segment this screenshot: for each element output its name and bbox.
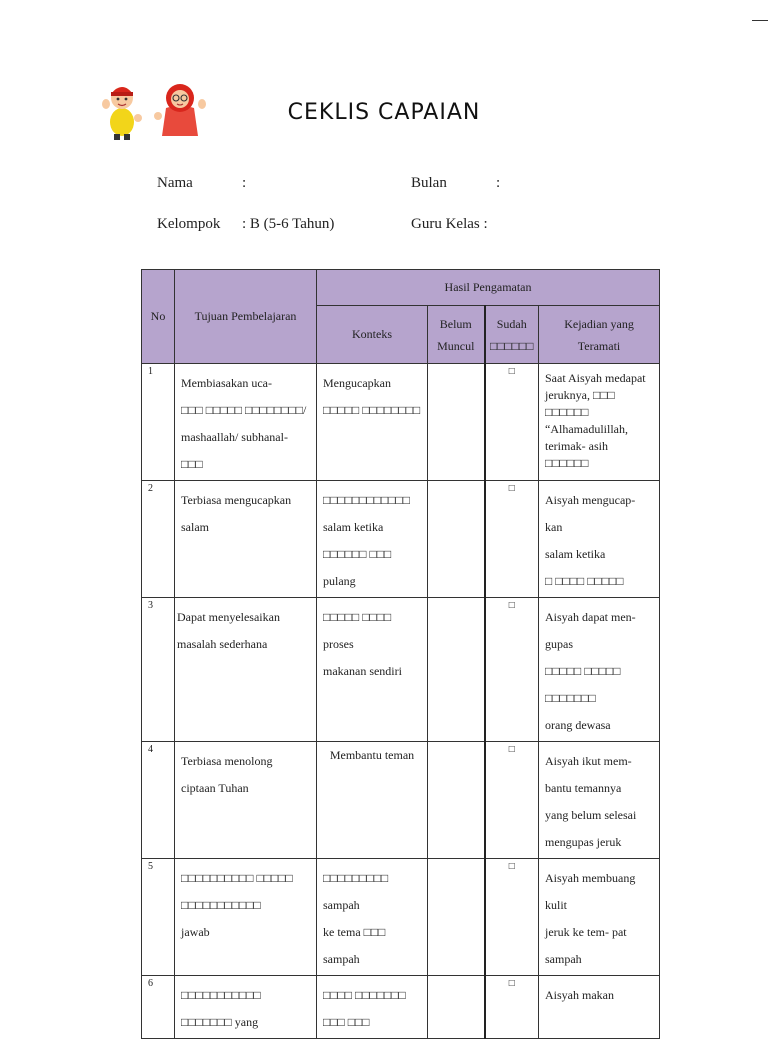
tujuan-cell: Membiasakan uca- □□□ □□□□□ □□□□□□□□/ mashaallah/ subhanal- □□□ (181, 376, 307, 471)
tujuan-cell: Dapat menyelesaikan masalah sederhana (177, 610, 280, 651)
kejadian-cell: Aisyah mengucap- kan salam ketika □ □□□□ □□□□□ (545, 493, 636, 588)
belum-muncul-cell[interactable] (428, 859, 485, 976)
row-number: 2 (148, 483, 153, 494)
row-number: 4 (148, 744, 153, 755)
belum-muncul-cell[interactable] (428, 481, 485, 598)
nama-colon: : (242, 175, 247, 191)
konteks-cell: □□□□□□□□□□□□ salam ketika □□□□□□ □□□ pulang (323, 493, 410, 588)
belum-muncul-cell[interactable] (428, 364, 485, 481)
row-number: 1 (148, 366, 153, 377)
kejadian-cell: Aisyah membuang kulit jeruk ke tem- pat sampah (545, 871, 636, 966)
header-no: No (142, 270, 175, 364)
checkbox-icon[interactable]: □ (508, 366, 515, 377)
tujuan-cell: □□□□□□□□□□ □□□□□ □□□□□□□□□□□ jawab (181, 871, 293, 939)
belum-muncul-cell[interactable] (428, 598, 485, 742)
kelompok-label: Kelompok (157, 216, 221, 232)
kejadian-cell: Aisyah dapat men- gupas □□□□□ □□□□□ □□□□□□□ orang dewasa (545, 610, 636, 732)
kejadian-cell: Aisyah ikut mem- bantu temannya yang belum selesai mengupas jeruk (545, 754, 637, 849)
header-konteks: Konteks (317, 306, 428, 364)
checkbox-icon[interactable]: □ (508, 483, 515, 494)
table-row (142, 481, 660, 598)
checkbox-icon[interactable]: □ (508, 978, 515, 989)
belum-muncul-cell[interactable] (428, 976, 485, 1039)
guru-kelas-label: Guru Kelas : (411, 216, 488, 232)
konteks-cell: □□□□□ □□□□ proses makanan sendiri (323, 610, 402, 678)
checkbox-icon[interactable]: □ (508, 861, 515, 872)
table-row (142, 364, 660, 481)
nama-label: Nama (157, 175, 193, 191)
checklist-table (141, 269, 660, 1039)
konteks-cell: □□□□□□□□□ sampah ke tema □□□ sampah (323, 871, 389, 966)
table-row (142, 859, 660, 976)
header-tujuan: Tujuan Pembelajaran (175, 270, 317, 364)
konteks-cell: □□□□ □□□□□□□ □□□ □□□ (323, 988, 406, 1029)
checkbox-icon[interactable]: □ (508, 600, 515, 611)
tujuan-cell: Terbiasa mengucapkan salam (181, 493, 292, 534)
header-belum-muncul: Belum Muncul (428, 306, 485, 364)
table-row (142, 976, 660, 1039)
header-sudah: Sudah □□□□□□ (485, 306, 539, 364)
row-number: 5 (148, 861, 153, 872)
belum-muncul-cell[interactable] (428, 742, 485, 859)
kejadian-cell: Saat Aisyah medapat jeruknya, □□□ □□□□□□ “Alhamadulillah, terimak- asih □□□□□□ (545, 371, 646, 470)
row-number: 3 (148, 600, 153, 611)
table-row (142, 742, 660, 859)
page-title: CEKLIS CAPAIAN (287, 100, 481, 125)
header-row-1 (142, 270, 660, 306)
konteks-cell: Mengucapkan □□□□□ □□□□□□□□ (323, 376, 421, 417)
bulan-colon: : (496, 175, 501, 191)
kejadian-cell: Aisyah makan (545, 988, 614, 1002)
header-hasil-pengamatan: Hasil Pengamatan (317, 270, 660, 306)
checkbox-icon[interactable]: □ (508, 744, 515, 755)
header-kejadian: Kejadian yang Teramati (539, 306, 660, 364)
kelompok-value: : B (5-6 Tahun) (242, 216, 335, 232)
tujuan-cell: □□□□□□□□□□□ □□□□□□□ yang (181, 988, 261, 1029)
window-dash (752, 20, 768, 21)
tujuan-cell: Terbiasa menolong ciptaan Tuhan (181, 754, 273, 795)
row-number: 6 (148, 978, 153, 989)
table-row (142, 598, 660, 742)
konteks-cell: Membantu teman (329, 748, 415, 762)
bulan-label: Bulan (411, 175, 447, 191)
